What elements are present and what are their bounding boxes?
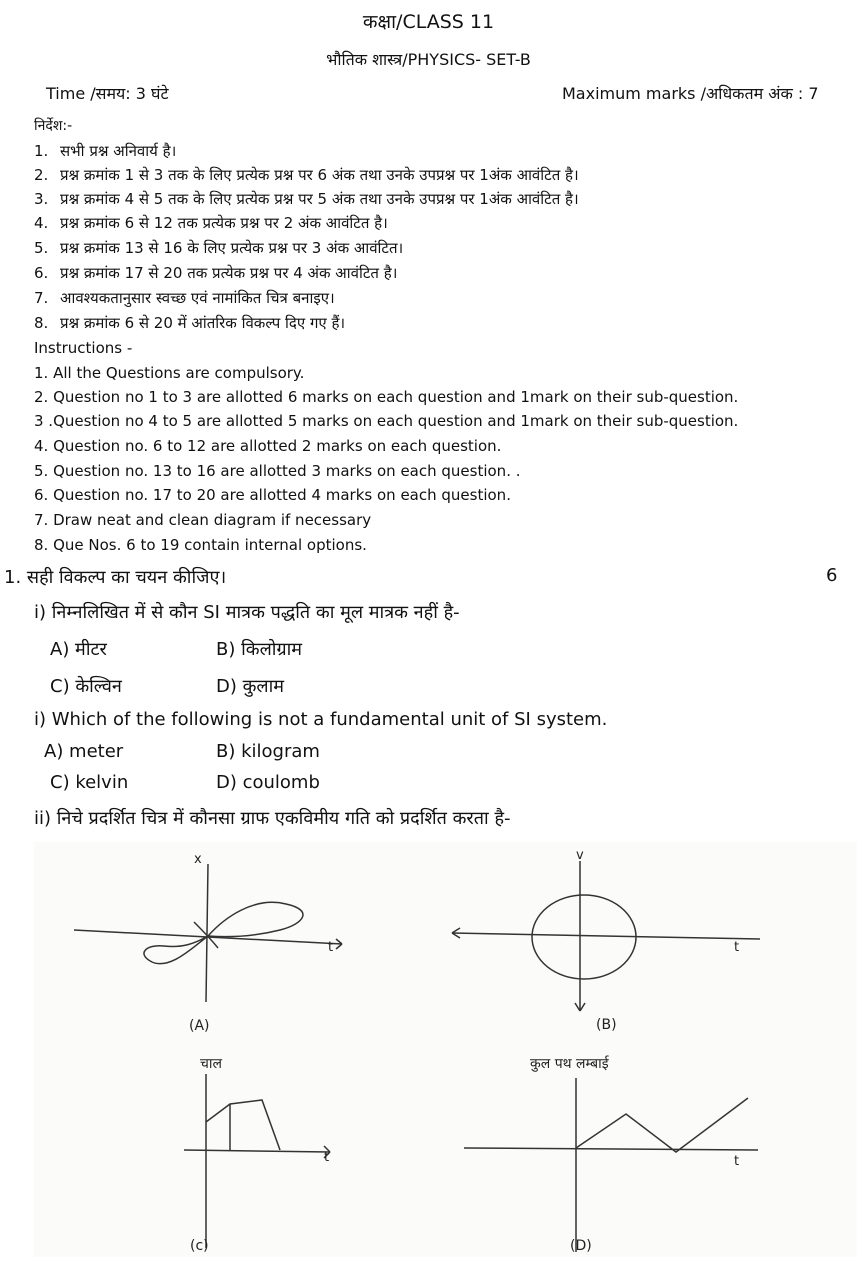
option-c-english: C) kelvin: [50, 772, 129, 793]
subject-title: भौतिक शास्त्र/PHYSICS- SET-B: [326, 50, 531, 69]
graph-a-x-label: t: [328, 940, 334, 955]
english-instruction-item: 1. All the Questions are compulsory.: [34, 364, 305, 382]
graph-d-x-label: t: [734, 1154, 740, 1169]
option-b-hindi: B) किलोग्राम: [216, 639, 303, 660]
hindi-instructions-heading: निर्देश:-: [34, 118, 73, 134]
graph-c: [184, 1070, 344, 1250]
graph-a-y-label: x: [194, 852, 202, 867]
class-title: कक्षा/CLASS 11: [362, 11, 495, 33]
option-a-english: A) meter: [44, 741, 124, 762]
hindi-instruction-item: 7. आवश्यकतानुसार स्वच्छ एवं नामांकित चित्र बनाइए।: [34, 289, 335, 307]
option-b-english: B) kilogram: [216, 741, 320, 762]
graph-c-y-label: चाल: [200, 1056, 223, 1072]
question-1-i-hindi: i) निम्नलिखित में से कौन SI मात्रक पद्धति का मूल मात्रक नहीं है-: [34, 602, 460, 623]
max-marks-info: Maximum marks /अधिकतम अंक : 7: [562, 84, 819, 103]
graph-d-y-label: कुल पथ लम्बाई: [530, 1056, 609, 1072]
graph-a-caption: (A): [189, 1018, 210, 1034]
graph-b: [444, 857, 764, 1017]
graph-b-x-label: t: [734, 940, 740, 955]
graph-c-caption: (c): [190, 1238, 209, 1254]
hindi-instruction-item: 1. सभी प्रश्न अनिवार्य है।: [34, 142, 177, 160]
graph-b-y-label: v: [576, 848, 584, 863]
english-instruction-item: 8. Que Nos. 6 to 19 contain internal options.: [34, 536, 367, 554]
question-1-title: 1. सही विकल्प का चयन कीजिए।: [4, 567, 227, 588]
english-instruction-item: 3 .Question no 4 to 5 are allotted 5 marks on each question and 1mark on their sub-question.: [34, 412, 739, 430]
english-instruction-item: 5. Question no. 13 to 16 are allotted 3 marks on each question. .: [34, 462, 521, 480]
hindi-instruction-item: 8. प्रश्न क्रमांक 6 से 20 में आंतरिक विकल्प दिए गए हैं।: [34, 314, 346, 332]
english-instruction-item: 4. Question no. 6 to 12 are allotted 2 marks on each question.: [34, 437, 502, 455]
option-d-english: D) coulomb: [216, 772, 320, 793]
option-a-hindi: A) मीटर: [50, 639, 107, 660]
hindi-instruction-item: 5. प्रश्न क्रमांक 13 से 16 के लिए प्रत्येक प्रश्न पर 3 अंक आवंटित।: [34, 239, 404, 257]
graph-b-caption: (B): [596, 1017, 617, 1033]
english-instruction-item: 6. Question no. 17 to 20 are allotted 4 marks on each question.: [34, 486, 511, 504]
english-instructions-heading: Instructions -: [34, 339, 133, 357]
hindi-instruction-item: 3. प्रश्न क्रमांक 4 से 5 तक के लिए प्रत्येक प्रश्न पर 5 अंक तथा उनके उपप्रश्न पर 1अंक आवंटित है।: [34, 190, 579, 208]
option-c-hindi: C) केल्विन: [50, 676, 122, 697]
hindi-instruction-item: 6. प्रश्न क्रमांक 17 से 20 तक प्रत्येक प्रश्न पर 4 अंक आवंटित है।: [34, 264, 398, 282]
question-1-ii-hindi: ii) निचे प्रदर्शित चित्र में कौनसा ग्राफ एकविमीय गति को प्रदर्शित करता है-: [34, 808, 511, 829]
graphs-figure: [34, 842, 857, 1257]
english-instruction-item: 7. Draw neat and clean diagram if necessary: [34, 511, 372, 529]
option-d-hindi: D) कुलाम: [216, 676, 285, 697]
time-info: Time /समय: 3 घंटे: [46, 84, 169, 103]
graph-c-x-label: t: [324, 1150, 330, 1165]
hindi-instruction-item: 2. प्रश्न क्रमांक 1 से 3 तक के लिए प्रत्येक प्रश्न पर 6 अंक तथा उनके उपप्रश्न पर 1अंक आवंटित है।: [34, 166, 579, 184]
graph-a: [74, 852, 374, 1022]
hindi-instruction-item: 4. प्रश्न क्रमांक 6 से 12 तक प्रत्येक प्रश्न पर 2 अंक आवंटित है।: [34, 214, 388, 232]
question-1-marks: 6: [826, 565, 838, 586]
graph-d: [464, 1074, 764, 1254]
question-1-i-english: i) Which of the following is not a fundamental unit of SI system.: [34, 709, 608, 730]
english-instruction-item: 2. Question no 1 to 3 are allotted 6 marks on each question and 1mark on their sub-question.: [34, 388, 739, 406]
graph-d-caption: (D): [570, 1238, 592, 1254]
